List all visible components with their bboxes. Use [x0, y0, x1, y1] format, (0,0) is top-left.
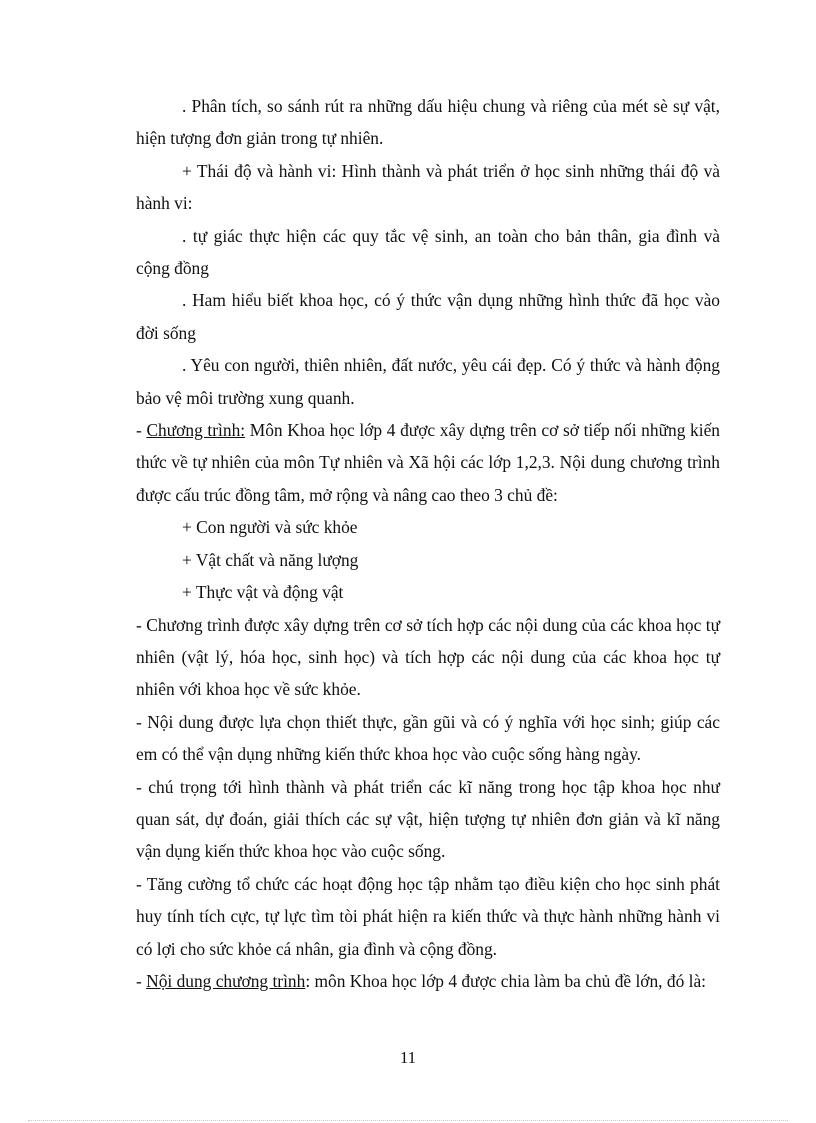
topic-item: + Vật chất và năng lượng	[182, 549, 359, 570]
paragraph-content-selection: - Nội dung được lựa chọn thiết thực, gần gũi và có ý nghĩa với học sinh; giúp các em có thể vận dụng những kiến thức khoa học vào cuộc sống hàng ngày.	[136, 711, 720, 765]
document-body	[136, 90, 720, 997]
paragraph-compare: . Phân tích, so sánh rút ra những dấu hiệu chung và riêng của mét sè sự vật, hiện tượng đơn giản trong tự nhiên.	[136, 96, 720, 149]
paragraph-curiosity: . Ham hiểu biết khoa học, có ý thức vận dụng những hình thức đã học vào đời sống	[136, 290, 720, 343]
page-bottom-divider	[28, 1120, 788, 1121]
page-number: 11	[399, 1048, 417, 1067]
topic-item: + Thực vật và động vật	[182, 582, 344, 603]
program-prefix: -	[136, 420, 147, 441]
program-content-prefix: -	[136, 970, 147, 991]
program-label: Chương trình:	[146, 420, 246, 441]
paragraph-program	[136, 414, 720, 511]
paragraph-attitude: + Thái độ và hành vi: Hình thành và phát triển ở học sinh những thái độ và hành vi:	[136, 160, 720, 214]
paragraph-hygiene: . tự giác thực hiện các quy tắc vệ sinh, an toàn cho bản thân, gia đình và cộng đồng	[136, 225, 720, 279]
program-content-text: : môn Khoa học lớp 4 được chia làm ba chủ đề lớn, đó là:	[305, 970, 707, 991]
paragraph-activities: - Tăng cường tổ chức các hoạt động học tập nhằm tạo điều kiện cho học sinh phát huy tính tích cực, tự lực tìm tòi phát hiện ra kiến thức và thực hành những hành vi có lợi cho sức khỏe cá nhân, gia đình và cộng đồng.	[136, 873, 720, 959]
paragraph-program-content	[136, 965, 720, 997]
paragraph-skills: - chú trọng tới hình thành và phát triển các kĩ năng trong học tập khoa học như quan sát, dự đoán, giải thích các sự vật, hiện tượng tự nhiên đơn giản và kĩ năng vận dụng kiến thức khoa học vào cuộc sống.	[136, 776, 720, 862]
paragraph-love-nature: . Yêu con người, thiên nhiên, đất nước, yêu cái đẹp. Có ý thức và hành động bảo vệ môi trường xung quanh.	[136, 355, 720, 408]
program-text: Môn Khoa học lớp 4 được xây dựng trên cơ sở tiếp nối những kiến thức về tự nhiên của môn Tự nhiên và Xã hội các lớp 1,2,3. Nội dung chương trình được cấu trúc đồng tâm, mở rộng và nâng cao theo 3 chủ đề:	[136, 420, 720, 505]
paragraph-integration: - Chương trình được xây dựng trên cơ sở tích hợp các nội dung của các khoa học tự nhiên (vật lý, hóa học, sinh học) và tích hợp các nội dung của các khoa học tự nhiên với khoa học về sức khỏe.	[136, 614, 720, 700]
topic-item: + Con người và sức khỏe	[182, 517, 358, 538]
program-content-label: Nội dung chương trình	[146, 970, 306, 991]
